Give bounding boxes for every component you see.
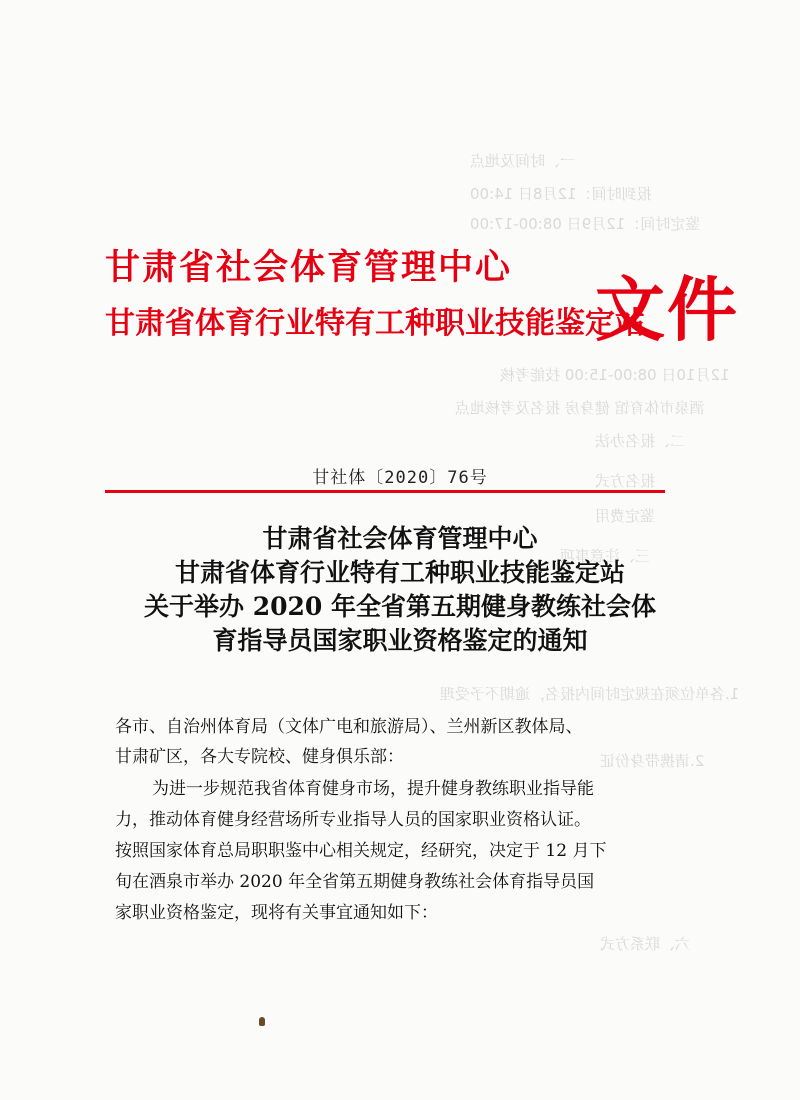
title-line: 关于举办 2020 年全省第五期健身教练社会体 [144,592,656,621]
document-number: 甘社体〔2020〕76号 [312,468,488,488]
addressee-line: 各市、自治州体育局（文体广电和旅游局）、兰州新区教体局、 [115,717,583,737]
title-line: 甘肃省体育行业特有工种职业技能鉴定站 [174,558,625,587]
addressee-line: 甘肃矿区，各大专院校、健身俱乐部： [115,747,404,767]
org-name-line-1: 甘肃省社会体育管理中心 [105,247,513,288]
addressee-block [115,712,715,772]
title-line: 育指导员国家职业资格鉴定的通知 [212,626,588,655]
title-line: 甘肃省社会体育管理中心 [262,524,538,553]
body-line: 家职业资格鉴定，现将有关事宜通知如下： [115,903,438,923]
body-line: 力，推动体育健身经营场所专业指导人员的国家职业资格认证。 [115,810,591,830]
reverse-side-bleed-through: 一、时间及地点 报到时间：12月8日 14:00 鉴定时间：12月9日 08:00-17:00 12月10日 08:00-15:00 技能考核 酒泉市体育馆 健身房 报名及考核地点 二、报名办法 报名方式 鉴定费用 三、注意事项 1.各单位须在规定时间内报名，逾期不予受理 2.请携带身份证 六、联系方式 [440,152,740,953]
issuing-organization-header [105,232,739,372]
paper-speck [259,1017,265,1026]
body-line: 为进一步规范我省体育健身市场，提升健身教练职业指导能 [152,779,594,799]
notice-body [115,774,705,929]
org-name-line-2: 甘肃省体育行业特有工种职业技能鉴定站 [105,306,645,341]
body-line: 旬在酒泉市举办 2020 年全省第五期健身教练社会体育指导员国 [115,872,595,892]
red-divider-line [105,490,665,493]
notice-title [60,522,740,658]
document-word: 文件 [595,268,739,351]
body-line: 按照国家体育总局职职鉴中心相关规定，经研究，决定于 12 月下 [115,841,607,861]
